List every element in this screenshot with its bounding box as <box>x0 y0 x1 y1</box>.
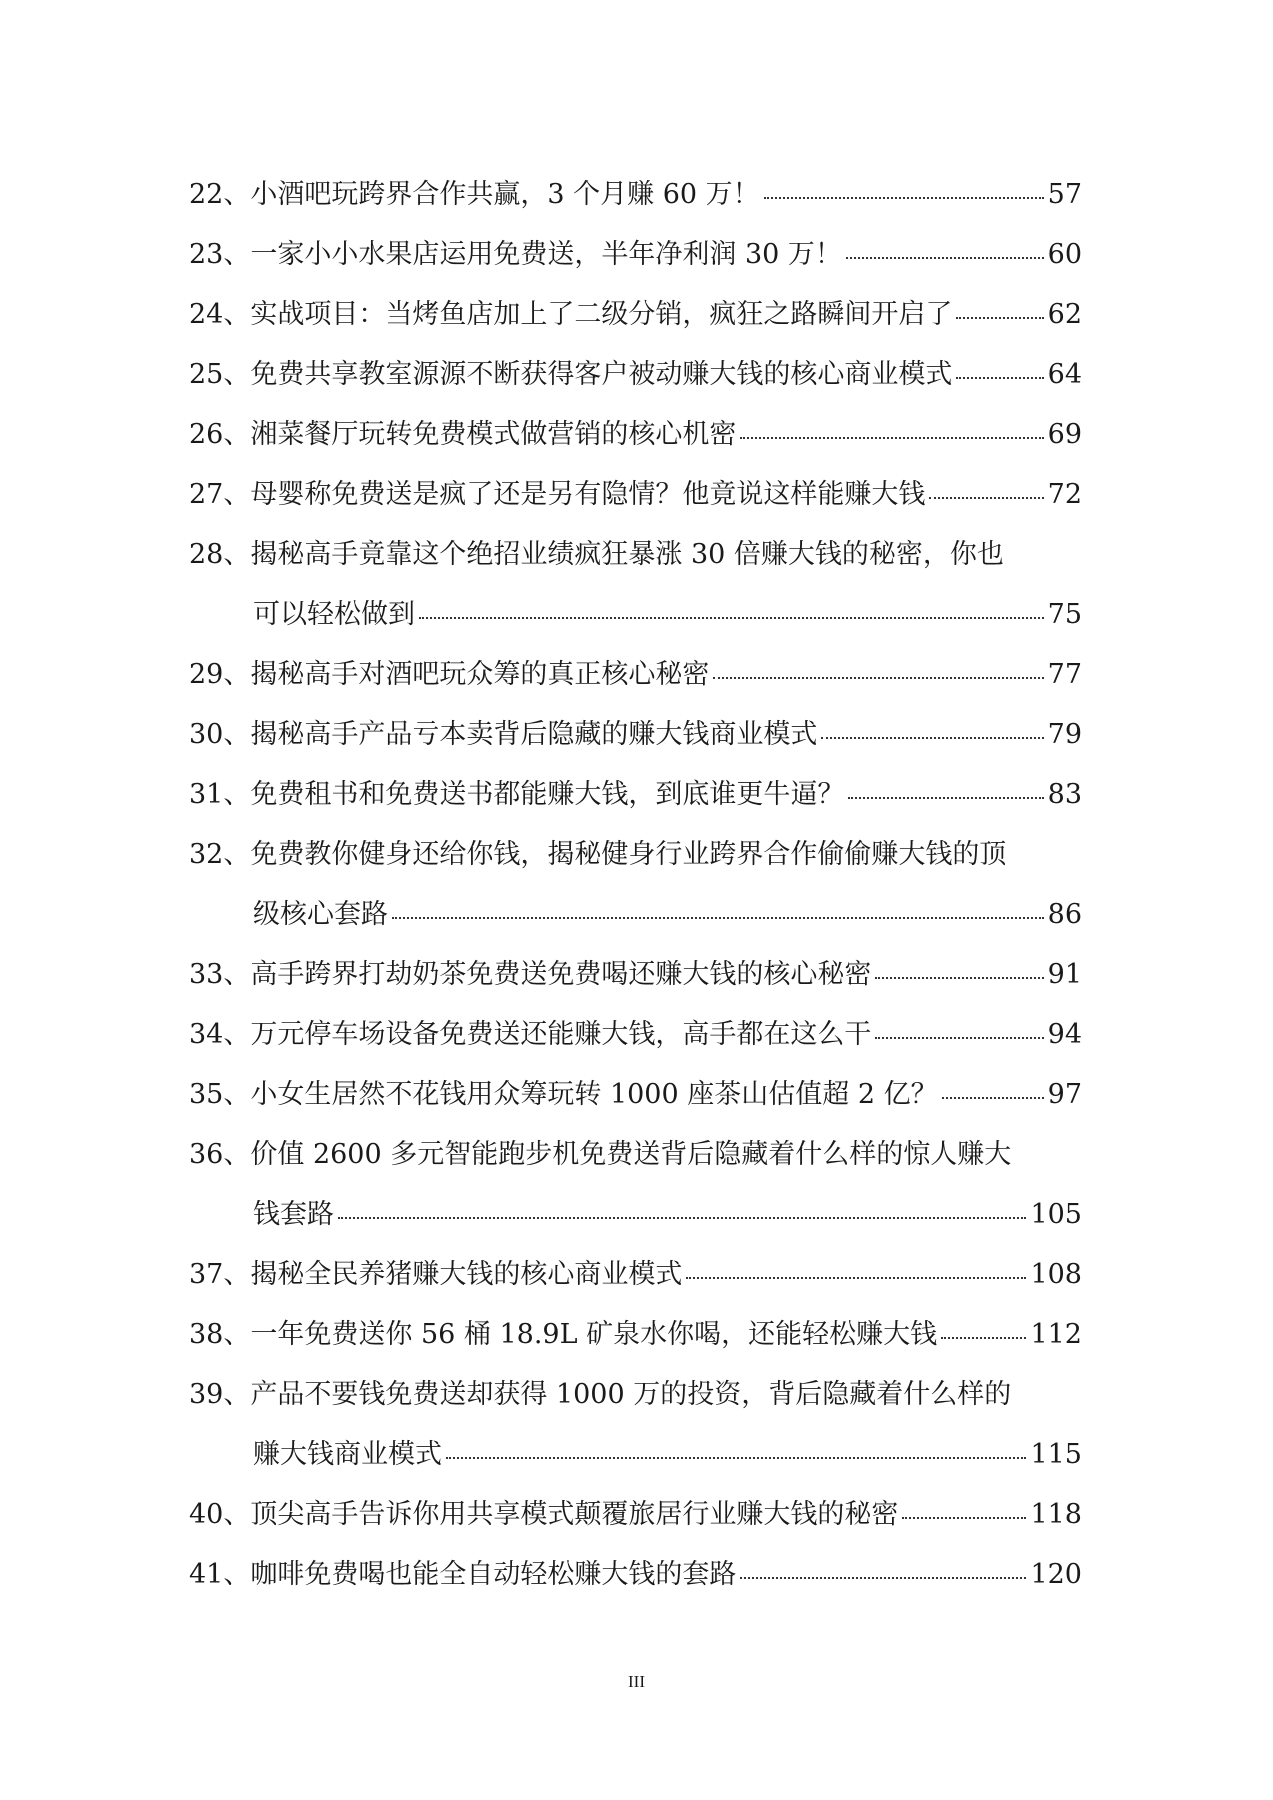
toc-entry-page-number: 91 <box>1047 959 1082 990</box>
toc-entry-page-number: 86 <box>1047 899 1082 930</box>
dot-leader <box>846 257 1044 259</box>
toc-entry-number: 27、 <box>189 479 251 510</box>
toc-entry-line <box>189 645 1082 705</box>
toc-entry-title: 免费共享教室源源不断获得客户被动赚大钱的核心商业模式 <box>250 359 953 390</box>
toc-entry-line <box>189 465 1082 525</box>
toc-entry-page-number: 115 <box>1030 1439 1082 1470</box>
toc-entry-number: 25、 <box>189 359 251 390</box>
dot-leader <box>338 1217 1026 1219</box>
toc-entry-number: 26、 <box>189 419 251 450</box>
toc-entry-line <box>189 1185 1082 1245</box>
toc-entry[interactable] <box>189 705 1082 765</box>
toc-entry-page-number: 118 <box>1030 1499 1082 1530</box>
toc-entry-number: 31、 <box>189 779 251 810</box>
toc-entry-title: 产品不要钱免费送却获得 1000 万的投资，背后隐藏着什么样的 <box>250 1379 1012 1410</box>
toc-entry[interactable] <box>189 1485 1082 1545</box>
toc-entry-title: 咖啡免费喝也能全自动轻松赚大钱的套路 <box>250 1559 737 1590</box>
toc-entry-title: 高手跨界打劫奶茶免费送免费喝还赚大钱的核心秘密 <box>250 959 872 990</box>
dot-leader <box>929 497 1043 499</box>
toc-entry-number: 38、 <box>189 1319 251 1350</box>
toc-entry[interactable] <box>189 1125 1082 1245</box>
toc-entry-page-number: 108 <box>1030 1259 1082 1290</box>
toc-entry[interactable] <box>189 1305 1082 1365</box>
toc-entry-title: 钱套路 <box>253 1199 334 1230</box>
dot-leader <box>821 737 1043 739</box>
toc-entry-page-number: 62 <box>1047 299 1082 330</box>
toc-entry-line <box>189 525 1082 585</box>
toc-entry-number: 22、 <box>189 179 251 210</box>
toc-entry-line <box>189 825 1082 885</box>
toc-entry-title: 小女生居然不花钱用众筹玩转 1000 座茶山估值超 2 亿？ <box>250 1079 938 1110</box>
toc-entry[interactable] <box>189 645 1082 705</box>
toc-entry-page-number: 77 <box>1047 659 1082 690</box>
toc-entry-line <box>189 585 1082 645</box>
toc-entry-number: 28、 <box>189 539 251 570</box>
toc-entry-line <box>189 1365 1082 1425</box>
toc-entry[interactable] <box>189 1545 1082 1605</box>
toc-entry[interactable] <box>189 765 1082 825</box>
toc-entry-number: 29、 <box>189 659 251 690</box>
toc-entry-page-number: 97 <box>1047 1079 1082 1110</box>
toc-entry-page-number: 64 <box>1047 359 1082 390</box>
toc-entry-line <box>189 1125 1082 1185</box>
toc-entry[interactable] <box>189 345 1082 405</box>
toc-entry-number: 34、 <box>189 1019 251 1050</box>
toc-entry-title: 揭秘高手对酒吧玩众筹的真正核心秘密 <box>250 659 710 690</box>
toc-entry-page-number: 120 <box>1030 1559 1082 1590</box>
toc-entry-title: 实战项目：当烤鱼店加上了二级分销，疯狂之路瞬间开启了 <box>250 299 953 330</box>
toc-entry-line <box>189 885 1082 945</box>
dot-leader <box>419 617 1044 619</box>
toc-entry-line <box>189 405 1082 465</box>
toc-entry-page-number: 72 <box>1047 479 1082 510</box>
dot-leader <box>392 917 1044 919</box>
toc-entry-page-number: 69 <box>1047 419 1082 450</box>
toc-entry-title: 揭秘高手竟靠这个绝招业绩疯狂暴涨 30 倍赚大钱的秘密，你也 <box>250 539 1004 570</box>
toc-entry-line <box>189 165 1082 225</box>
toc-entry-title: 免费教你健身还给你钱，揭秘健身行业跨界合作偷偷赚大钱的顶 <box>250 839 1007 870</box>
toc-entry-title: 小酒吧玩跨界合作共赢，3 个月赚 60 万！ <box>250 179 760 210</box>
toc-entry-title: 湘菜餐厅玩转免费模式做营销的核心机密 <box>250 419 737 450</box>
toc-entry-line <box>189 945 1082 1005</box>
toc-entry-line <box>189 705 1082 765</box>
toc-entry-title: 一家小小水果店运用免费送，半年净利润 30 万！ <box>250 239 842 270</box>
toc-entry-number: 30、 <box>189 719 251 750</box>
toc-entry-title: 万元停车场设备免费送还能赚大钱，高手都在这么干 <box>250 1019 872 1050</box>
toc-entry-line <box>189 345 1082 405</box>
toc-entry-line <box>189 285 1082 345</box>
toc-entry-page-number: 112 <box>1030 1319 1082 1350</box>
toc-entry-title: 揭秘全民养猪赚大钱的核心商业模式 <box>250 1259 683 1290</box>
toc-entry[interactable] <box>189 1365 1082 1485</box>
dot-leader <box>713 677 1043 679</box>
toc-entry[interactable] <box>189 1065 1082 1125</box>
toc-entry-number: 37、 <box>189 1259 251 1290</box>
toc-entry-line <box>189 765 1082 825</box>
dot-leader <box>764 197 1044 199</box>
toc-entry-page-number: 79 <box>1047 719 1082 750</box>
dot-leader <box>941 1337 1026 1339</box>
toc-entry[interactable] <box>189 225 1082 285</box>
toc-entry-page-number: 60 <box>1047 239 1082 270</box>
toc-entry-title: 级核心套路 <box>253 899 388 930</box>
dot-leader <box>686 1277 1026 1279</box>
toc-entry-title: 顶尖高手告诉你用共享模式颠覆旅居行业赚大钱的秘密 <box>250 1499 899 1530</box>
toc-entry-page-number: 75 <box>1047 599 1082 630</box>
toc-entry-line <box>189 1005 1082 1065</box>
dot-leader <box>740 1577 1026 1579</box>
dot-leader <box>446 1457 1026 1459</box>
toc-entry-title: 一年免费送你 56 桶 18.9L 矿泉水你喝，还能轻松赚大钱 <box>250 1319 938 1350</box>
toc-entry-number: 33、 <box>189 959 251 990</box>
dot-leader <box>902 1517 1026 1519</box>
dot-leader <box>956 377 1043 379</box>
toc-entry[interactable] <box>189 1005 1082 1065</box>
toc-entry-number: 32、 <box>189 839 251 870</box>
toc-entry-line <box>189 1485 1082 1545</box>
toc-entry-number: 39、 <box>189 1379 251 1410</box>
dot-leader <box>740 437 1043 439</box>
toc-entry-number: 36、 <box>189 1139 251 1170</box>
toc-entry-number: 24、 <box>189 299 251 330</box>
toc-entry[interactable] <box>189 525 1082 645</box>
dot-leader <box>875 1037 1043 1039</box>
toc-entry-page-number: 94 <box>1047 1019 1082 1050</box>
toc-entry-page-number: 57 <box>1047 179 1082 210</box>
dot-leader <box>848 797 1043 799</box>
toc-entry-line <box>189 1425 1082 1485</box>
toc-entry[interactable] <box>189 165 1082 225</box>
toc-entry-title: 免费租书和免费送书都能赚大钱，到底谁更牛逼？ <box>250 779 845 810</box>
page-folio: III <box>628 1672 645 1691</box>
toc-entry-title: 母婴称免费送是疯了还是另有隐情？他竟说这样能赚大钱 <box>250 479 926 510</box>
toc-entry-title: 可以轻松做到 <box>253 599 415 630</box>
toc-entry-line <box>189 1065 1082 1125</box>
toc-entry-line <box>189 1545 1082 1605</box>
toc-entry-number: 41、 <box>189 1559 251 1590</box>
toc-entry-page-number: 105 <box>1030 1199 1082 1230</box>
toc-entry[interactable] <box>189 1245 1082 1305</box>
toc-entry-number: 23、 <box>189 239 251 270</box>
toc-entry[interactable] <box>189 465 1082 525</box>
toc-entry[interactable] <box>189 945 1082 1005</box>
toc-entry-number: 40、 <box>189 1499 251 1530</box>
toc-entry-line <box>189 1245 1082 1305</box>
toc-entry-line <box>189 225 1082 285</box>
toc-entry[interactable] <box>189 405 1082 465</box>
dot-leader <box>942 1097 1044 1099</box>
toc-entry-number: 35、 <box>189 1079 251 1110</box>
dot-leader <box>875 977 1043 979</box>
toc-entry-title: 赚大钱商业模式 <box>253 1439 442 1470</box>
toc-entry-title: 价值 2600 多元智能跑步机免费送背后隐藏着什么样的惊人赚大 <box>250 1139 1012 1170</box>
dot-leader <box>956 317 1043 319</box>
toc-entry-line <box>189 1305 1082 1365</box>
toc-entry-title: 揭秘高手产品亏本卖背后隐藏的赚大钱商业模式 <box>250 719 818 750</box>
toc-entry[interactable] <box>189 285 1082 345</box>
toc-entry-page-number: 83 <box>1047 779 1082 810</box>
table-of-contents <box>189 165 1082 1605</box>
toc-entry[interactable] <box>189 825 1082 945</box>
